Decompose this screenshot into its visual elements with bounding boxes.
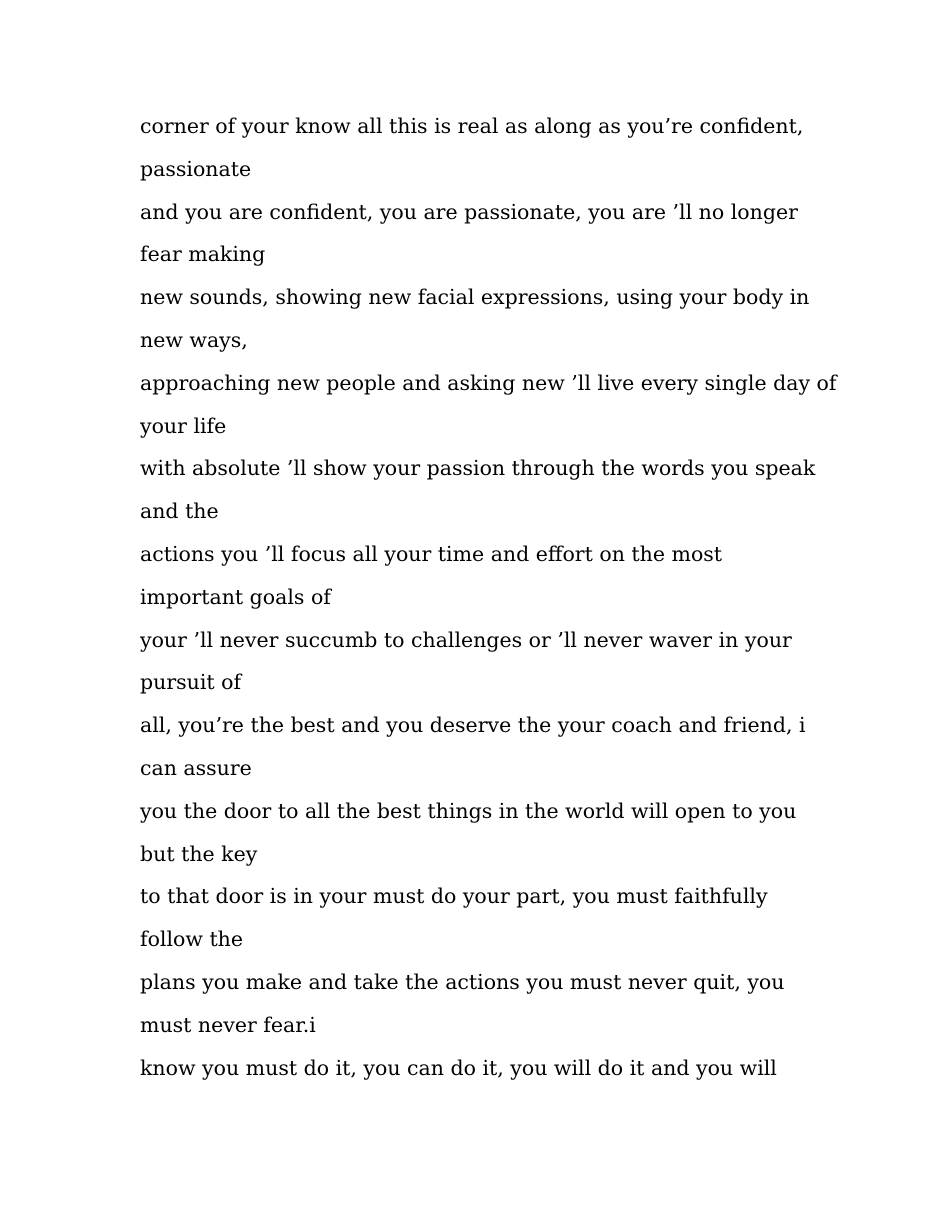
text-line: approaching new people and asking new ’ll live every single day of (140, 370, 837, 395)
text-line: new ways, (140, 327, 248, 352)
text-line: new sounds, showing new facial expressions, using your body in (140, 285, 810, 310)
text-line: your ’ll never succumb to challenges or ’ll never waver in your (140, 627, 792, 652)
text-line: must never fear.i (140, 1012, 316, 1037)
text-line: corner of your know all this is real as along as you’re confident, (140, 114, 804, 138)
text-line: to that door is in your must do your part, you must faithfully (140, 884, 768, 909)
text-line: all, you’re the best and you deserve the your coach and friend, i (140, 713, 806, 738)
text-line: and the (140, 499, 219, 524)
text-line: important goals of (140, 584, 331, 609)
body-text (140, 105, 837, 1089)
text-line: can assure (140, 755, 252, 780)
text-line: follow the (140, 927, 244, 952)
text-line: passionate (140, 156, 252, 181)
text-line: your life (140, 413, 227, 438)
text-line: plans you make and take the actions you must never quit, you (140, 969, 785, 994)
text-line: know you must do it, you can do it, you will do it and you will (140, 1055, 777, 1080)
text-line: with absolute ’ll show your passion through the words you speak (140, 456, 816, 481)
text-line: fear making (140, 242, 266, 267)
text-line: and you are confident, you are passionate, you are ’ll no longer (140, 199, 798, 224)
text-line: but the key (140, 841, 258, 866)
text-line: actions you ’ll focus all your time and effort on the most (140, 541, 723, 566)
text-line: you the door to all the best things in the world will open to you (140, 798, 797, 823)
text-line: pursuit of (140, 670, 242, 695)
